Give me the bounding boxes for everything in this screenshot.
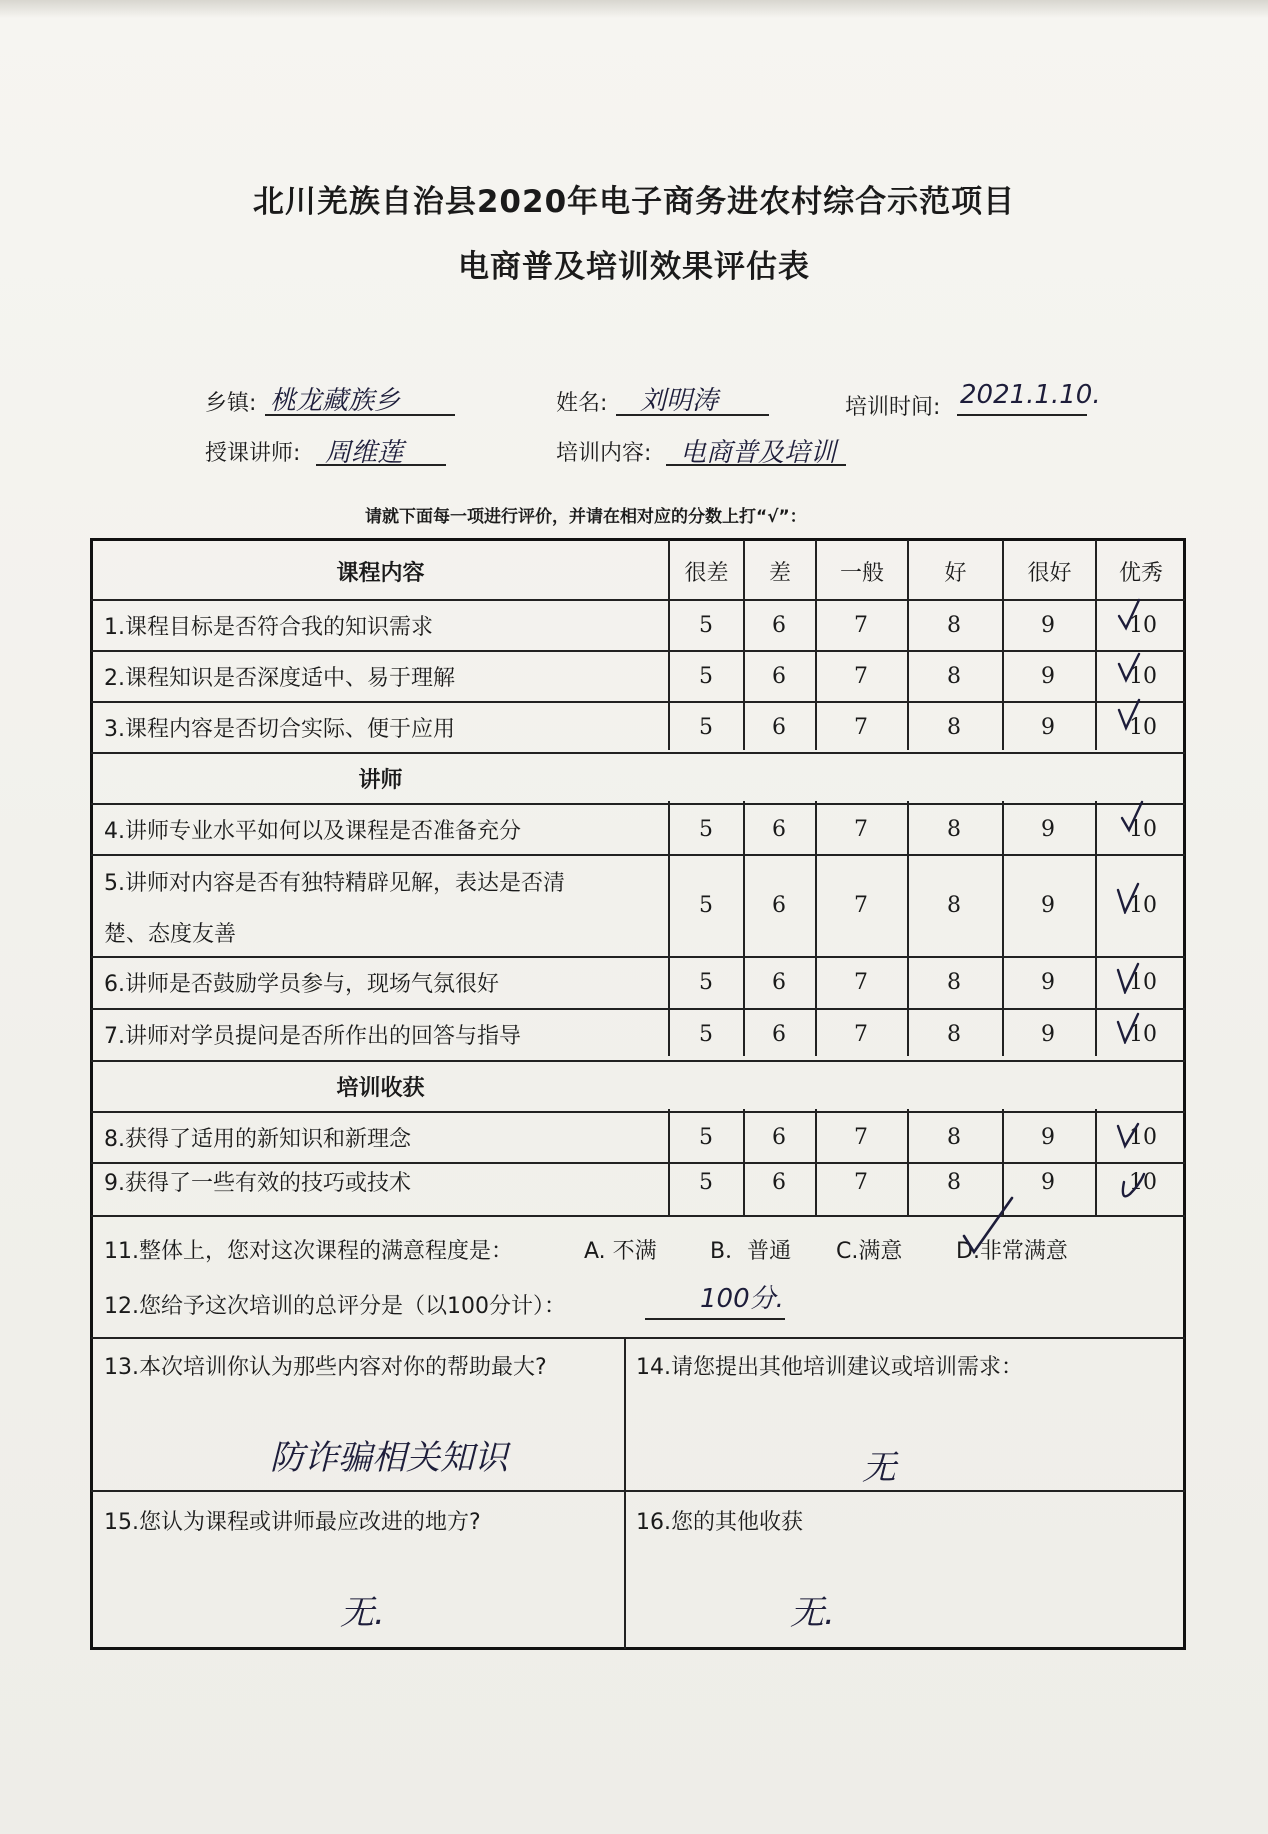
score-option[interactable]: 8 <box>947 970 961 995</box>
score-option[interactable]: 5 <box>699 664 713 689</box>
check-mark-icon <box>1116 880 1140 914</box>
score-option[interactable]: 10 <box>1129 1170 1157 1195</box>
check-mark-icon <box>1120 800 1144 834</box>
item-2-text: 2.课程知识是否深度适中、易于理解 <box>104 666 455 691</box>
item-8-text: 8.获得了适用的新知识和新理念 <box>104 1127 411 1152</box>
score-option[interactable]: 7 <box>854 715 868 740</box>
item-6-text: 6.讲师是否鼓励学员参与，现场气氛很好 <box>104 972 499 997</box>
score-option[interactable]: 6 <box>772 715 786 740</box>
score-option[interactable]: 5 <box>699 817 713 842</box>
row-line <box>91 803 1185 805</box>
time-underline <box>957 414 1087 416</box>
item-5-text-line1: 5.讲师对内容是否有独特精辟见解，表达是否清 <box>104 871 565 896</box>
col-header-poor: 差 <box>768 561 791 586</box>
col-line <box>668 1109 670 1215</box>
row-line <box>91 1490 1185 1492</box>
check-mark-icon <box>1116 960 1140 994</box>
row-line <box>91 701 1185 703</box>
score-option[interactable]: 6 <box>772 1170 786 1195</box>
score-option[interactable]: 5 <box>699 1125 713 1150</box>
q11-option-b[interactable]: B．普通 <box>710 1239 792 1264</box>
score-option[interactable]: 6 <box>772 613 786 638</box>
instruction-text: 请就下面每一项进行评价，并请在相对应的分数上打“√”： <box>365 507 807 527</box>
score-option[interactable]: 10 <box>1129 664 1157 689</box>
item-1-text: 1.课程目标是否符合我的知识需求 <box>104 615 433 640</box>
col-line <box>743 801 745 1056</box>
col-line <box>815 801 817 1056</box>
row-line <box>91 752 1185 754</box>
score-option[interactable]: 10 <box>1129 893 1157 918</box>
score-option[interactable]: 10 <box>1129 613 1157 638</box>
col-line <box>1095 801 1097 1056</box>
score-option[interactable]: 7 <box>854 1125 868 1150</box>
score-option[interactable]: 10 <box>1129 970 1157 995</box>
item-4-text: 4.讲师专业水平如何以及课程是否准备充分 <box>104 819 521 844</box>
q14-answer[interactable]: 无 <box>862 1448 896 1488</box>
teacher-value[interactable]: 周维莲 <box>325 438 404 468</box>
score-option[interactable]: 6 <box>772 664 786 689</box>
score-option[interactable]: 9 <box>1041 817 1055 842</box>
q13-answer[interactable]: 防诈骗相关知识 <box>270 1438 508 1478</box>
q12-label: 12.您给予这次培训的总评分是（以100分计）： <box>104 1294 566 1319</box>
q14-label: 14.请您提出其他培训建议或培训需求： <box>636 1355 1023 1380</box>
row-line <box>91 1008 1185 1010</box>
item-5-text-line2: 楚、态度友善 <box>104 922 237 947</box>
score-option[interactable]: 7 <box>854 613 868 638</box>
score-option[interactable]: 6 <box>772 970 786 995</box>
q15-answer[interactable]: 无. <box>340 1593 385 1633</box>
score-option[interactable]: 7 <box>854 1170 868 1195</box>
q11-option-c[interactable]: C.满意 <box>836 1239 903 1264</box>
q16-answer[interactable]: 无. <box>790 1593 835 1633</box>
q11-option-d[interactable]: D.非常满意 <box>956 1239 1068 1264</box>
col-line <box>668 801 670 1056</box>
check-mark-icon <box>1110 1170 1150 1204</box>
score-option[interactable]: 10 <box>1129 1125 1157 1150</box>
q11-option-a[interactable]: A. 不满 <box>584 1239 657 1264</box>
row-line <box>91 1060 1185 1062</box>
col-line <box>907 801 909 1056</box>
row-line <box>91 1162 1185 1164</box>
col-header-good: 好 <box>944 561 967 586</box>
row-line <box>91 854 1185 856</box>
town-label: 乡镇: <box>205 391 257 416</box>
score-option[interactable]: 9 <box>1041 613 1055 638</box>
score-option[interactable]: 7 <box>854 664 868 689</box>
q12-value[interactable]: 100分. <box>700 1284 784 1314</box>
check-mark-icon <box>1116 1116 1140 1150</box>
score-option[interactable]: 9 <box>1041 664 1055 689</box>
item-7-text: 7.讲师对学员提问是否所作出的回答与指导 <box>104 1024 521 1049</box>
section-teacher: 讲师 <box>358 768 403 793</box>
score-option[interactable]: 5 <box>699 613 713 638</box>
check-mark-icon <box>1117 598 1141 632</box>
name-label: 姓名: <box>556 391 608 416</box>
q15-label: 15.您认为课程或讲师最应改进的地方? <box>104 1510 481 1535</box>
score-option[interactable]: 5 <box>699 715 713 740</box>
col-header-very-poor: 很差 <box>684 561 729 586</box>
row-line <box>91 1215 1185 1217</box>
town-value[interactable]: 桃龙藏族乡 <box>270 386 401 416</box>
score-option[interactable]: 8 <box>947 664 961 689</box>
score-option[interactable]: 5 <box>699 893 713 918</box>
score-option[interactable]: 9 <box>1041 1170 1055 1195</box>
score-option[interactable]: 7 <box>854 970 868 995</box>
q13-label: 13.本次培训你认为那些内容对你的帮助最大? <box>104 1355 547 1380</box>
score-option[interactable]: 5 <box>699 1170 713 1195</box>
score-option[interactable]: 6 <box>772 817 786 842</box>
score-option[interactable]: 6 <box>772 1022 786 1047</box>
name-value[interactable]: 刘明涛 <box>640 386 719 416</box>
score-option[interactable]: 6 <box>772 1125 786 1150</box>
check-mark-icon <box>1117 650 1141 684</box>
score-option[interactable]: 9 <box>1041 1125 1055 1150</box>
q16-label: 16.您的其他收获 <box>636 1510 803 1535</box>
col-header-content: 课程内容 <box>336 561 425 586</box>
check-mark-icon <box>960 1196 1016 1256</box>
col-header-excellent: 优秀 <box>1118 561 1163 586</box>
check-mark-icon <box>1116 1010 1140 1044</box>
item-9-text: 9.获得了一些有效的技巧或技术 <box>104 1171 411 1196</box>
score-option[interactable]: 6 <box>772 893 786 918</box>
score-option[interactable]: 10 <box>1129 715 1157 740</box>
q12-underline <box>645 1318 785 1320</box>
row-line <box>91 599 1185 601</box>
score-option[interactable]: 8 <box>947 1125 961 1150</box>
score-option[interactable]: 7 <box>854 1022 868 1047</box>
score-option[interactable]: 5 <box>699 1022 713 1047</box>
content-value[interactable]: 电商普及培训 <box>680 438 837 468</box>
score-option[interactable]: 9 <box>1041 715 1055 740</box>
col-header-very-good: 很好 <box>1027 561 1072 586</box>
form-title-line2: 电商普及培训效果评估表 <box>458 249 810 285</box>
col-line <box>1095 1109 1097 1215</box>
section-gain: 培训收获 <box>336 1076 425 1101</box>
score-option[interactable]: 8 <box>947 1022 961 1047</box>
score-option[interactable]: 8 <box>947 817 961 842</box>
score-option[interactable]: 8 <box>947 1170 961 1195</box>
score-option[interactable]: 9 <box>1041 1022 1055 1047</box>
row-line <box>91 956 1185 958</box>
score-option[interactable]: 8 <box>947 715 961 740</box>
score-option[interactable]: 7 <box>854 817 868 842</box>
teacher-label: 授课讲师: <box>205 441 301 466</box>
score-option[interactable]: 8 <box>947 613 961 638</box>
q11-label: 11.整体上，您对这次课程的满意程度是： <box>104 1239 513 1264</box>
row-line <box>91 1111 1185 1113</box>
paper-fold <box>0 0 1268 18</box>
col-line <box>624 1337 626 1649</box>
col-line <box>743 1109 745 1215</box>
col-line <box>1002 801 1004 1056</box>
col-line <box>815 1109 817 1215</box>
score-option[interactable]: 8 <box>947 893 961 918</box>
time-label: 培训时间: <box>845 395 941 420</box>
score-option[interactable]: 9 <box>1041 970 1055 995</box>
score-option[interactable]: 10 <box>1129 817 1157 842</box>
score-option[interactable]: 10 <box>1129 1022 1157 1047</box>
time-value[interactable]: 2021.1.10. <box>960 380 1101 410</box>
score-option[interactable]: 7 <box>854 893 868 918</box>
score-option[interactable]: 5 <box>699 970 713 995</box>
col-line <box>907 1109 909 1215</box>
item-3-text: 3.课程内容是否切合实际、便于应用 <box>104 717 455 742</box>
form-title-line1: 北川羌族自治县2020年电子商务进农村综合示范项目 <box>252 184 1016 220</box>
check-mark-icon <box>1117 698 1141 732</box>
row-line <box>91 1337 1185 1339</box>
col-header-average: 一般 <box>839 561 884 586</box>
content-label: 培训内容: <box>556 441 652 466</box>
score-option[interactable]: 9 <box>1041 893 1055 918</box>
row-line <box>91 650 1185 652</box>
